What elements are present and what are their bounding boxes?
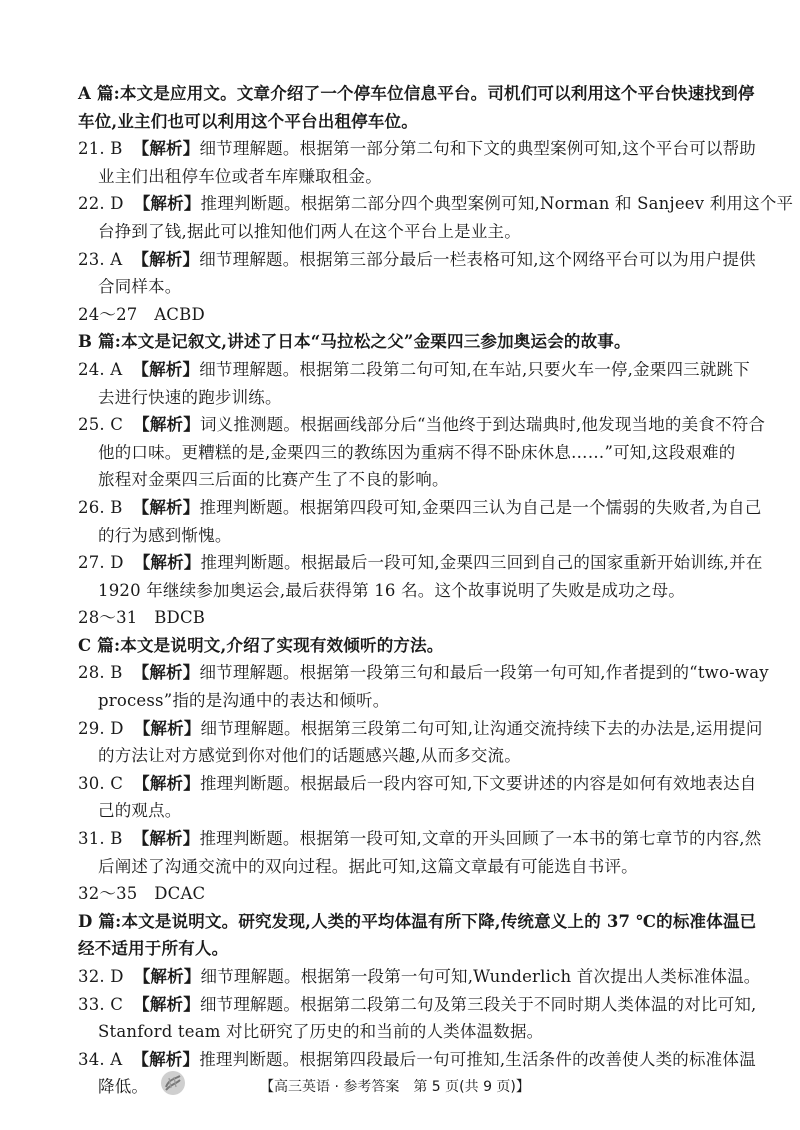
page-footer <box>160 1070 640 1106</box>
explanation-continued: 合同样本。 <box>98 277 182 297</box>
answer-number: 29. D <box>78 718 124 738</box>
analysis-tag: 【解析】 <box>133 773 200 793</box>
explanation-text: 细节理解题。根据第三部分最后一栏表格可知,这个网络平台可以为用户提供 <box>199 249 756 269</box>
answer-item <box>78 715 763 743</box>
analysis-tag: 【解析】 <box>133 718 201 738</box>
explanation-continued: 他的口味。更糟糕的是,金栗四三的教练因为重病不得不卧床休息……”可知,这段艰难的 <box>98 442 736 462</box>
explanation-continued: 旅程对金栗四三后面的比赛产生了不良的影响。 <box>98 470 449 490</box>
answer-number: 26. B <box>78 497 123 517</box>
answer-item <box>78 356 750 384</box>
answer-number: 32. D <box>78 967 124 986</box>
answer-item <box>78 770 757 798</box>
answer-item <box>78 659 769 687</box>
explanation-text: 细节理解题。根据第一段第三句和最后一段第一句可知,作者提到的“two-way <box>199 663 769 683</box>
explanation-text: 推理判断题。根据第四段可知,金栗四三认为自己是一个懦弱的失败者,为自己 <box>199 497 762 517</box>
analysis-tag: 【解析】 <box>132 829 200 849</box>
analysis-tag: 【解析】 <box>132 359 200 379</box>
analysis-tag: 【解析】 <box>132 663 200 683</box>
answer-range: 32～35 DCAC <box>78 884 206 904</box>
explanation-text: 推理判断题。根据第一段可知,文章的开头回顾了一本书的第七章节的内容,然 <box>199 829 762 849</box>
analysis-tag: 【解析】 <box>133 967 201 986</box>
explanation-text: 推理判断题。根据第四段最后一句可推知,生活条件的改善使人类的标准体温 <box>199 1049 756 1069</box>
explanation-text: 推理判断题。根据最后一段内容可知,下文要讲述的内容是如何有效地表达自 <box>199 773 757 793</box>
answer-item <box>78 549 763 577</box>
section-summary: D 篇:本文是说明文。研究发现,人类的平均体温有所下降,传统意义上的 37 ℃的标准体温已 <box>78 911 757 931</box>
answer-number: 23. A <box>78 249 123 269</box>
answer-number: 28. B <box>78 663 123 683</box>
explanation-continued: 降低。 <box>98 1077 149 1097</box>
section-summary: B 篇:本文是记叙文,讲述了日本“马拉松之父”金栗四三参加奥运会的故事。 <box>78 332 631 352</box>
analysis-tag: 【解析】 <box>133 194 201 214</box>
explanation-continued: 的方法让对方感觉到你对他们的话题感兴趣,从而多交流。 <box>98 746 521 766</box>
analysis-tag: 【解析】 <box>132 249 200 269</box>
explanation-continued: process”指的是沟通中的表达和倾听。 <box>98 691 390 711</box>
answer-item <box>78 991 757 1019</box>
explanation-text: 细节理解题。根据第三段第二句可知,让沟通交流持续下去的办法是,运用提问 <box>200 718 763 738</box>
analysis-tag: 【解析】 <box>132 1049 200 1069</box>
explanation-text: 词义推测题。根据画线部分后“当他终于到达瑞典时,他发现当地的美食不符合 <box>199 415 766 435</box>
explanation-continued: 后阐述了沟通交流中的双向过程。据此可知,这篇文章最有可能选自书评。 <box>98 856 638 876</box>
answer-number: 34. A <box>78 1049 123 1069</box>
answer-item <box>78 190 794 218</box>
explanation-continued: 己的观点。 <box>98 801 182 821</box>
answer-number: 25. C <box>78 415 124 435</box>
section-summary: A 篇:本文是应用文。文章介绍了一个停车位信息平台。司机们可以利用这个平台快速找到停 <box>78 84 755 103</box>
explanation-text: 推理判断题。根据最后一段可知,金栗四三回到自己的国家重新开始训练,并在 <box>200 553 763 573</box>
answer-item <box>78 963 761 991</box>
answer-number: 27. D <box>78 553 124 573</box>
explanation-text: 细节理解题。根据第二段第二句可知,在车站,只要火车一停,金栗四三就跳下 <box>199 359 750 379</box>
explanation-continued: 台挣到了钱,据此可以推知他们两人在这个平台上是业主。 <box>98 221 521 241</box>
answer-number: 21. B <box>78 139 123 159</box>
answer-range: 28～31 BDCB <box>78 608 206 628</box>
answer-number: 22. D <box>78 194 124 214</box>
explanation-continued: 业主们出租停车位或者车库赚取租金。 <box>98 166 382 186</box>
explanation-text: 细节理解题。根据第二段第二句及第三段关于不同时期人类体温的对比可知, <box>199 994 757 1014</box>
publisher-logo-icon <box>160 1070 186 1096</box>
explanation-text: 推理判断题。根据第二部分四个典型案例可知,Norman 和 Sanjeev 利用这个平 <box>200 194 794 214</box>
answer-item <box>78 411 766 439</box>
explanation-continued: 1920 年继续参加奥运会,最后获得第 16 名。这个故事说明了失败是成功之母。 <box>98 580 685 600</box>
explanation-continued: 去进行快速的跑步训练。 <box>98 387 282 407</box>
answer-item <box>78 246 756 274</box>
section-summary-continued: 车位,业主们也可以利用这个平台出租停车位。 <box>78 111 418 131</box>
answer-number: 30. C <box>78 773 124 793</box>
answer-key-page <box>78 80 794 1101</box>
answer-number: 24. A <box>78 359 123 379</box>
answer-item <box>78 494 762 522</box>
analysis-tag: 【解析】 <box>133 553 201 573</box>
answer-number: 31. B <box>78 829 123 849</box>
analysis-tag: 【解析】 <box>132 497 200 517</box>
answer-item <box>78 135 756 163</box>
section-summary-continued: 经不适用于所有人。 <box>78 939 229 959</box>
footer-page-info: 【高三英语 · 参考答案 第 5 页(共 9 页)】 <box>260 1079 530 1095</box>
answer-number: 33. C <box>78 994 124 1014</box>
explanation-continued: Stanford team 对比研究了历史的和当前的人类体温数据。 <box>98 1022 544 1042</box>
explanation-continued: 的行为感到惭愧。 <box>98 525 232 545</box>
explanation-text: 细节理解题。根据第一段第一句可知,Wunderlich 首次提出人类标准体温。 <box>200 967 761 986</box>
explanation-text: 细节理解题。根据第一部分第二句和下文的典型案例可知,这个平台可以帮助 <box>199 139 756 159</box>
analysis-tag: 【解析】 <box>133 415 200 435</box>
section-summary: C 篇:本文是说明文,介绍了实现有效倾听的方法。 <box>78 635 444 655</box>
analysis-tag: 【解析】 <box>133 994 200 1014</box>
answer-range: 24～27 ACBD <box>78 304 205 324</box>
answer-item <box>78 825 762 853</box>
analysis-tag: 【解析】 <box>132 139 200 159</box>
